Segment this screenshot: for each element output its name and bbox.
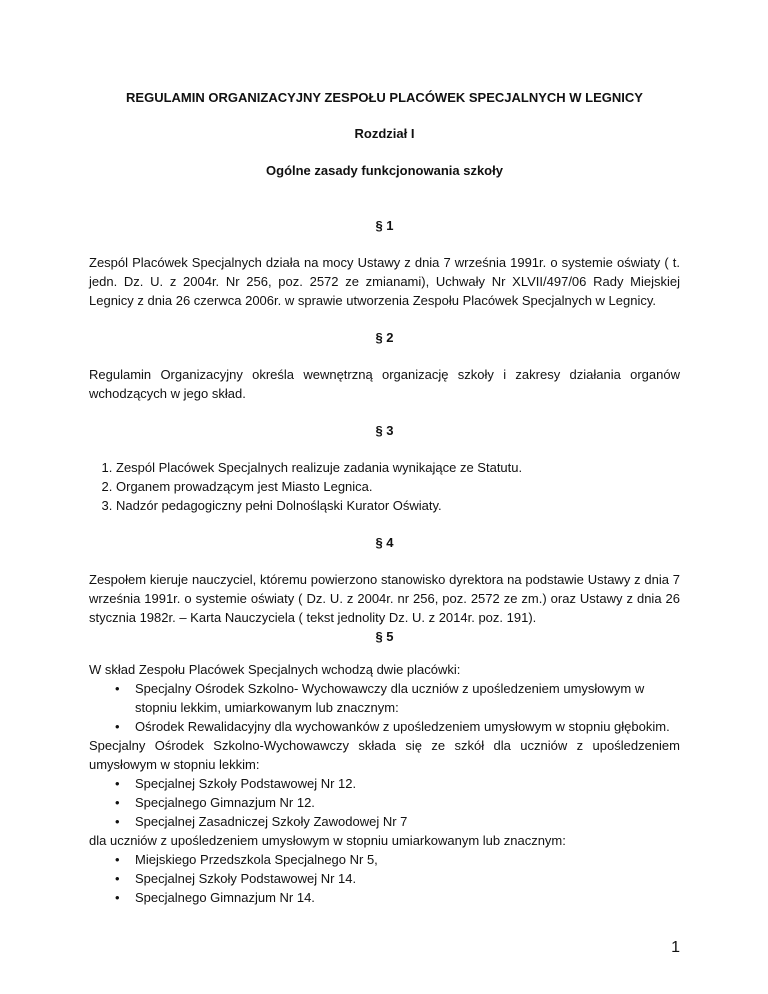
section-4-text: Zespołem kieruje nauczyciel, któremu powierzono stanowisko dyrektora na podstawie Ustawy z dnia 7 września 1991r. o systemie oświaty ( Dz. U. z 2004r. nr 256, poz. 2572 ze zm.) oraz Ustawy z dnia 26 stycznia 1982r. – Karta Nauczyciela ( tekst jednolity Dz. U. z 2014r. poz. 191). (89, 572, 680, 625)
section-1-heading: § 1 (375, 218, 394, 233)
list-item: • Specjalnej Szkoły Podstawowej Nr 12. (135, 774, 680, 793)
list-item: • Miejskiego Przedszkola Specjalnego Nr 5, (135, 850, 680, 869)
page-number: 1 (671, 939, 680, 956)
chapter-subtitle: Ogólne zasady funkcjonowania szkoły (266, 163, 503, 178)
document-body (89, 88, 680, 907)
mild-schools-list (89, 774, 680, 831)
document-title: REGULAMIN ORGANIZACYJNY ZESPOŁU PLACÓWEK SPECJALNYCH W LEGNICY (126, 90, 643, 105)
facilities-list (89, 679, 680, 736)
section-4-heading: § 4 (375, 535, 394, 550)
moderate-schools-list (89, 850, 680, 907)
section-2-heading: § 2 (375, 330, 394, 345)
section-5-heading: § 5 (375, 629, 394, 644)
list-item: • Specjalnej Zasadniczej Szkoły Zawodowej Nr 7 (135, 812, 680, 831)
list-item: • Specjalnego Gimnazjum Nr 12. (135, 793, 680, 812)
list-item: • Specjalny Ośrodek Szkolno- Wychowawczy dla uczniów z upośledzeniem umysłowym w stopniu lekkim, umiarkowanym lub znacznym: (135, 679, 680, 717)
section-1-text: Zespól Placówek Specjalnych działa na mocy Ustawy z dnia 7 września 1991r. o systemie oświaty ( t. jedn. Dz. U. z 2004r. Nr 256, poz. 2572 ze zmianami), Uchwały Nr XLVII/497/06 Rady Miejskiej Legnicy z dnia 26 czerwca 2006r. w sprawie utworzenia Zespołu Placówek Specjalnych w Legnicy. (89, 255, 680, 308)
list-item: 1. Zespól Placówek Specjalnych realizuje zadania wynikające ze Statutu. (116, 458, 680, 477)
section-2-text: Regulamin Organizacyjny określa wewnętrzną organizację szkoły i zakresy działania organów wchodzących w jego skład. (89, 367, 680, 401)
section-3-list (89, 458, 680, 515)
chapter-heading: Rozdział I (354, 126, 415, 141)
section-5-intro: W skład Zespołu Placówek Specjalnych wchodzą dwie placówki: (89, 662, 461, 677)
list-item: 3. Nadzór pedagogiczny pełni Dolnośląski Kurator Oświaty. (116, 496, 680, 515)
mild-schools-intro: Specjalny Ośrodek Szkolno-Wychowawczy składa się ze szkół dla uczniów z upośledzeniem umysłowym w stopniu lekkim: (89, 738, 680, 772)
list-item: • Specjalnego Gimnazjum Nr 14. (135, 888, 680, 907)
moderate-schools-intro: dla uczniów z upośledzeniem umysłowym w stopniu umiarkowanym lub znacznym: (89, 833, 566, 848)
list-item: • Ośrodek Rewalidacyjny dla wychowanków z upośledzeniem umysłowym w stopniu głębokim. (135, 717, 680, 736)
section-3-heading: § 3 (375, 423, 394, 438)
list-item: • Specjalnej Szkoły Podstawowej Nr 14. (135, 869, 680, 888)
list-item: 2. Organem prowadzącym jest Miasto Legnica. (116, 477, 680, 496)
